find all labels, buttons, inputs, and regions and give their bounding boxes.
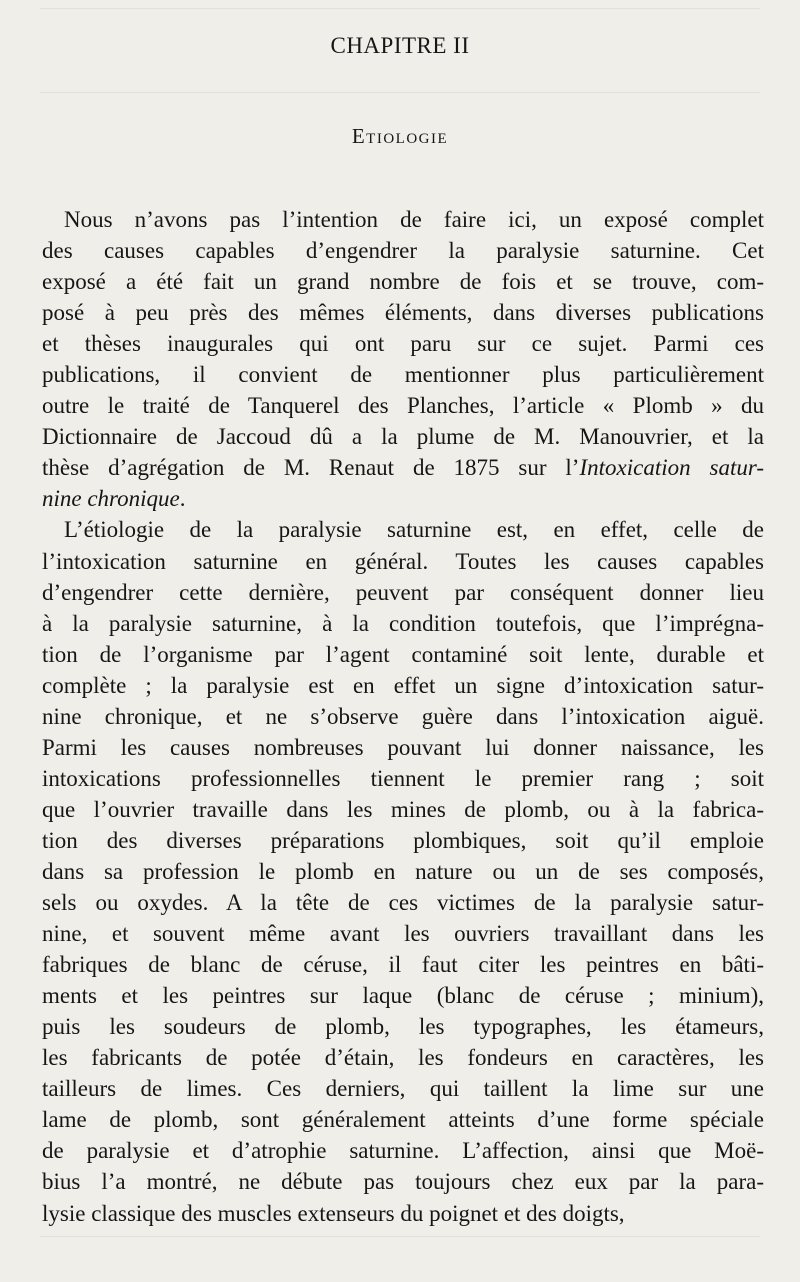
chapter-title: CHAPITRE II xyxy=(330,33,470,58)
text-line: tion de l’organisme par l’agent contaminé soit lente, durable et xyxy=(42,641,764,667)
text-line: outre le traité de Tanquerel des Planches, l’article « Plomb » du xyxy=(42,393,764,419)
text-line: thèse d’agrégation de M. Renaut de 1875 sur l’Intoxication satur- xyxy=(42,455,764,481)
text-line: nine, et souvent même avant les ouvriers travaillant dans les xyxy=(42,921,764,947)
text-line: nine chronique. xyxy=(42,486,186,512)
text-line: complète ; la paralysie est en effet un signe d’intoxication satur- xyxy=(42,672,764,698)
text-line: à la paralysie saturnine, à la condition toutefois, que l’imprégna- xyxy=(42,610,764,636)
text-line: que l’ouvrier travaille dans les mines de plomb, ou à la fabrica- xyxy=(42,796,764,822)
text-line: exposé a été fait un grand nombre de fois et se trouve, com- xyxy=(42,269,764,295)
text-line: dans sa profession le plomb en nature ou un de ses composés, xyxy=(42,858,764,884)
text-line: l’intoxication saturnine en général. Toutes les causes capables xyxy=(42,548,764,574)
text-line: sels ou oxydes. A la tête de ces victimes de la paralysie satur- xyxy=(42,890,764,916)
text-line: posé à peu près des mêmes éléments, dans diverses publications xyxy=(42,300,764,326)
body-text xyxy=(42,204,764,1229)
text-line: lysie classique des muscles extenseurs du poignet et des doigts, xyxy=(42,1200,625,1226)
text-line: et thèses inaugurales qui ont paru sur ce sujet. Parmi ces xyxy=(42,331,764,357)
text-line: tion des diverses préparations plombiques, soit qu’il emploie xyxy=(42,827,764,853)
text-line: L’étiologie de la paralysie saturnine est, en effet, celle de xyxy=(64,517,764,543)
text-line: fabriques de blanc de céruse, il faut citer les peintres en bâti- xyxy=(42,952,764,978)
text-line: lame de plomb, sont généralement atteints d’une forme spéciale xyxy=(42,1107,764,1133)
section-title: Etiologie xyxy=(351,124,449,148)
text-line: de paralysie et d’atrophie saturnine. L’affection, ainsi que Moë- xyxy=(42,1138,764,1164)
text-line: d’engendrer cette dernière, peuvent par conséquent donner lieu xyxy=(42,579,764,605)
show-through-line xyxy=(40,8,760,9)
text-line: Parmi les causes nombreuses pouvant lui donner naissance, les xyxy=(42,734,764,760)
text-line: bius l’a montré, ne débute pas toujours chez eux par la para- xyxy=(42,1169,764,1195)
text-line: les fabricants de potée d’étain, les fondeurs en caractères, les xyxy=(42,1045,764,1071)
text-line: publications, il convient de mentionner plus particulièrement xyxy=(42,362,764,388)
text-line: Dictionnaire de Jaccoud dû a la plume de M. Manouvrier, et la xyxy=(42,424,764,450)
text-line: nine chronique, et ne s’observe guère dans l’intoxication aiguë. xyxy=(42,703,764,729)
text-line: puis les soudeurs de plomb, les typographes, les étameurs, xyxy=(42,1014,764,1040)
text-line: ments et les peintres sur laque (blanc de céruse ; minium), xyxy=(42,983,764,1009)
show-through-line xyxy=(40,92,760,93)
text-line: des causes capables d’engendrer la paralysie saturnine. Cet xyxy=(42,238,764,264)
text-line: Nous n’avons pas l’intention de faire ici, un exposé complet xyxy=(64,207,764,232)
text-line: intoxications professionnelles tiennent le premier rang ; soit xyxy=(42,765,764,791)
text-line: tailleurs de limes. Ces derniers, qui taillent la lime sur une xyxy=(42,1076,764,1102)
paragraph xyxy=(42,204,764,514)
paragraph xyxy=(42,514,764,1228)
show-through-line xyxy=(40,1236,760,1237)
